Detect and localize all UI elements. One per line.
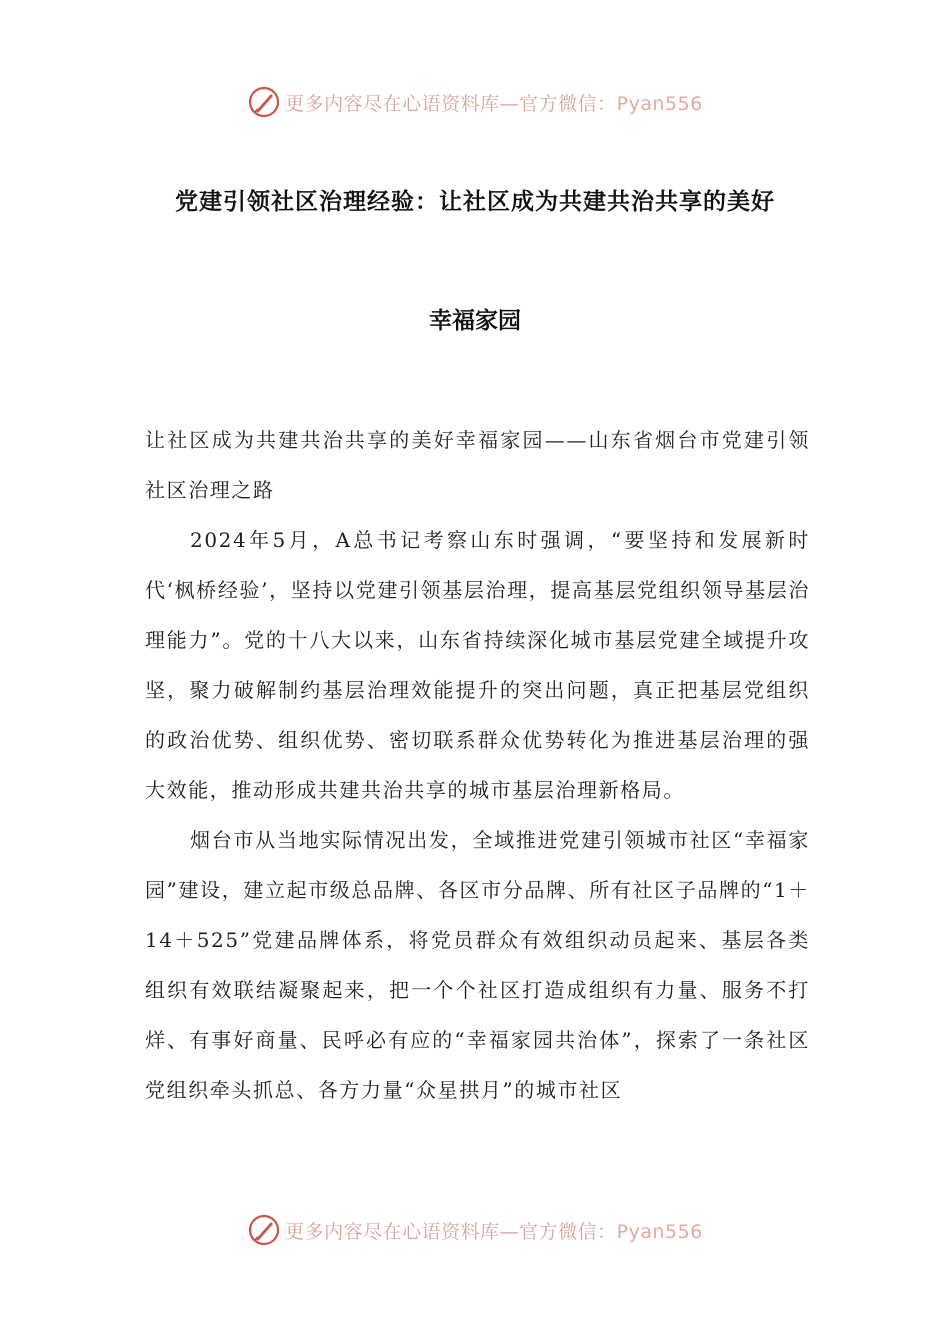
document-body [145, 415, 810, 1115]
quill-logo-icon [247, 85, 281, 119]
watermark-text: 更多内容尽在心语资料库—官方微信：Pyan556 [285, 92, 703, 115]
quill-logo-icon [247, 1213, 281, 1247]
document-title-line-1: 党建引领社区治理经验：让社区成为共建共治共享的美好 [175, 189, 775, 215]
watermark-header [0, 82, 950, 122]
body-paragraph: 烟台市从当地实际情况出发，全域推进党建引领城市社区“幸福家园”建设，建立起市级总品牌、各区市分品牌、所有社区子品牌的“1＋14＋525”党建品牌体系，将党员群众有效组织动员起来、基层各类组织有效联结凝聚起来，把一个个社区打造成组织有力量、服务不打烊、有事好商量、民呼必有应的“幸福家园共治体”，探索了一条社区党组织牵头抓总、各方力量“众星拱月”的城市社区 [145, 828, 810, 1102]
watermark-footer [0, 1210, 950, 1250]
subtitle-paragraph: 让社区成为共建共治共享的美好幸福家园——山东省烟台市党建引领社区治理之路 [145, 428, 810, 502]
watermark-text: 更多内容尽在心语资料库—官方微信：Pyan556 [285, 1220, 703, 1243]
body-paragraph: 2024年5月，A总书记考察山东时强调，“要坚持和发展新时代‘枫桥经验’，坚持以党建引领基层治理，提高基层党组织领导基层治理能力”。党的十八大以来，山东省持续深化城市基层党建全域提升攻坚，聚力破解制约基层治理效能提升的突出问题，真正把基层党组织的政治优势、组织优势、密切联系群众优势转化为推进基层治理的强大效能，推动形成共建共治共享的城市基层治理新格局。 [145, 528, 810, 802]
document-title-line-2: 幸福家园 [429, 308, 521, 334]
